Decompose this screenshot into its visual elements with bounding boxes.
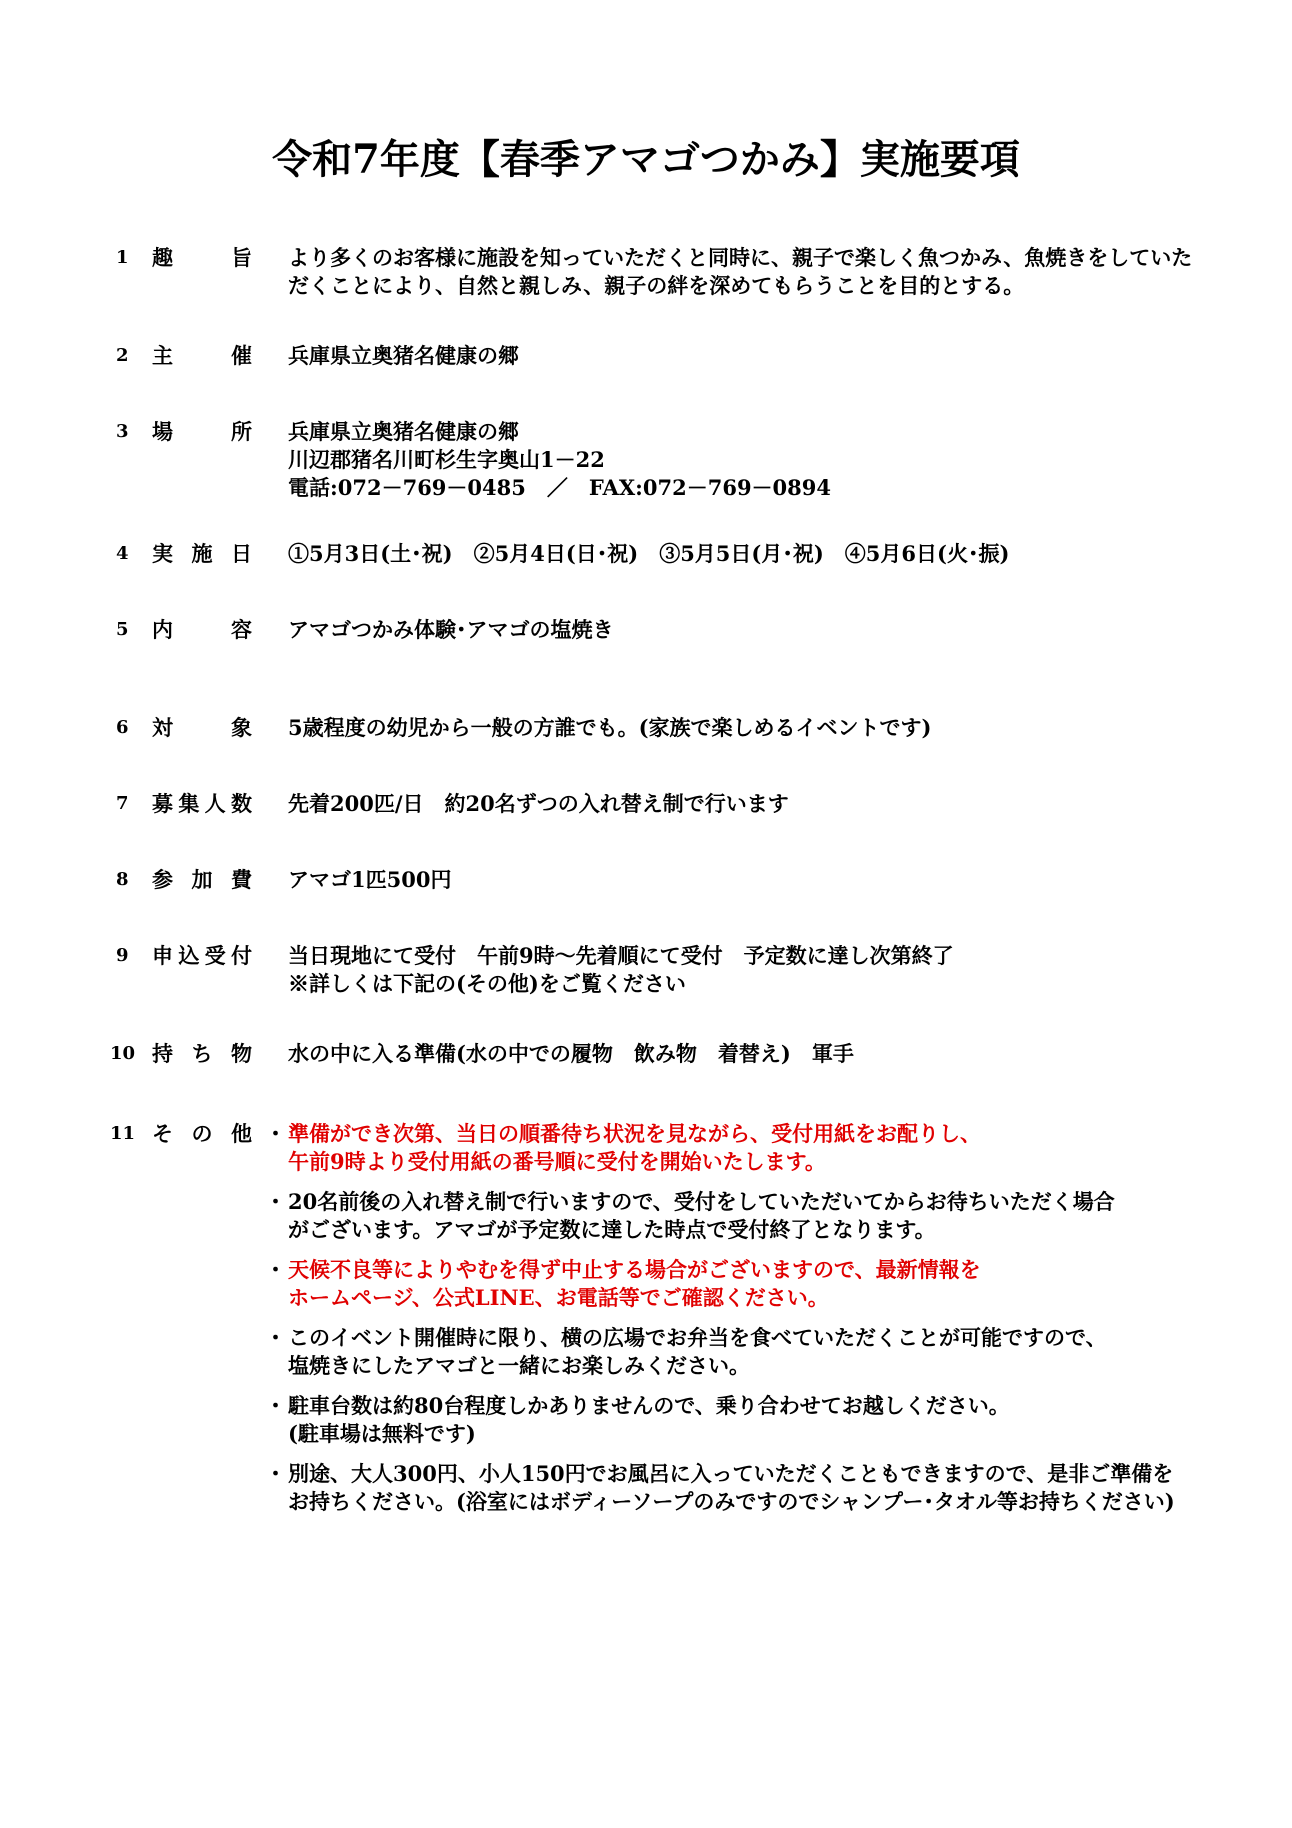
note-line: 駐車台数は約80台程度しかありませんので、乗り合わせてお越しください。 <box>288 1393 1010 1418</box>
section-label-char: 所 <box>231 419 252 444</box>
section-label-char: 込 <box>178 943 200 968</box>
note-line: 準備ができ次第、当日の順番待ち状況を見ながら、受付用紙をお配りし、 <box>288 1121 981 1146</box>
section-number: 10 <box>110 1043 136 1064</box>
note-line: 午前9時より受付用紙の番号順に受付を開始いたします。 <box>288 1149 826 1174</box>
note-item <box>262 1324 1262 1380</box>
bullet-dot-icon: ・ <box>265 1257 286 1282</box>
section-label <box>152 342 252 370</box>
section-body-line: 先着200匹/日 約20名ずつの入れ替え制で行います <box>288 791 789 816</box>
section-body <box>288 866 1188 894</box>
section-number: 9 <box>116 945 129 966</box>
section-body <box>288 1040 1188 1068</box>
note-line: がございます。アマゴが予定数に達した時点で受付終了となります。 <box>288 1217 936 1242</box>
section-label <box>152 244 252 272</box>
section-label-char: 物 <box>231 1041 252 1066</box>
section-label-char: 象 <box>231 715 252 740</box>
section-label-char: 付 <box>230 943 252 968</box>
section-body-line: アマゴつかみ体験･アマゴの塩焼き <box>288 617 614 642</box>
note-item <box>262 1188 1262 1244</box>
section-label-char: 趣 <box>152 245 173 270</box>
section-body <box>288 342 1188 370</box>
page-title: 令和7年度【春季アマゴつかみ】実施要項 <box>272 136 1020 183</box>
section-body-line: 兵庫県立奥猪名健康の郷 <box>288 419 519 444</box>
section-label-char: 日 <box>231 541 252 566</box>
section-label <box>152 942 252 970</box>
section-body <box>288 942 1188 998</box>
section-label <box>152 1040 252 1068</box>
section-number: 5 <box>116 619 129 640</box>
section-number: 8 <box>116 869 129 890</box>
section-label-char: 持 <box>152 1041 173 1066</box>
note-line: (駐車場は無料です) <box>288 1421 476 1446</box>
section-body-line: アマゴ1匹500円 <box>288 867 452 892</box>
note-line: 20名前後の入れ替え制で行いますので、受付をしていただいてからお待ちいただく場合 <box>288 1189 1115 1214</box>
section-body-line: だくことにより、自然と親しみ、親子の絆を深めてもらうことを目的とする。 <box>288 273 1025 298</box>
section-label-char: 費 <box>231 867 252 892</box>
section-number: 11 <box>110 1123 136 1144</box>
note-item <box>262 1120 1262 1176</box>
section-label <box>152 714 252 742</box>
section-label-char: 催 <box>231 343 252 368</box>
section-body <box>288 616 1188 644</box>
section-body-line: ①5月3日(土･祝) ②5月4日(日･祝) ③5月5日(月･祝) ④5月6日(火･振) <box>288 541 1010 566</box>
section-body-line: 川辺郡猪名川町杉生字奥山1－22 <box>288 447 605 472</box>
section-body <box>288 714 1188 742</box>
section-label-char: そ <box>152 1121 173 1146</box>
section-label-char: 募 <box>152 791 173 816</box>
note-item <box>262 1392 1262 1448</box>
note-item <box>262 1256 1262 1312</box>
section-number: 2 <box>116 345 129 366</box>
section-body-line: 5歳程度の幼児から一般の方誰でも。(家族で楽しめるイベントです) <box>288 715 932 740</box>
section-label-char: 旨 <box>231 245 252 270</box>
other-notes-list <box>262 1120 1262 1528</box>
bullet-dot-icon: ・ <box>265 1325 286 1350</box>
section-label <box>152 616 252 644</box>
section-number: 4 <box>116 543 129 564</box>
section-label <box>152 866 252 894</box>
section-label <box>152 540 252 568</box>
section-body-line: 水の中に入る準備(水の中での履物 飲み物 着替え) 軍手 <box>288 1041 854 1066</box>
bullet-dot-icon: ・ <box>265 1393 286 1418</box>
section-label-char: 内 <box>152 617 173 642</box>
section-body <box>288 790 1188 818</box>
note-line: 塩焼きにしたアマゴと一緒にお楽しみください。 <box>288 1353 750 1378</box>
bullet-dot-icon: ・ <box>265 1461 286 1486</box>
section-label-char: 他 <box>231 1121 252 1146</box>
section-label-char: 受 <box>204 943 226 968</box>
section-number: 6 <box>116 717 129 738</box>
section-label-char: 容 <box>231 617 252 642</box>
section-label <box>152 1120 252 1148</box>
bullet-dot-icon: ・ <box>265 1189 286 1214</box>
note-line: 天候不良等によりやむを得ず中止する場合がございますので、最新情報を <box>288 1257 981 1282</box>
section-label-char: ち <box>191 1041 213 1066</box>
section-label-char: 施 <box>191 541 213 566</box>
section-body <box>288 244 1193 300</box>
note-line: ホームページ、公式LINE、お電話等でご確認ください。 <box>288 1285 829 1310</box>
section-label-char: 人 <box>204 791 226 816</box>
note-line: 別途、大人300円、小人150円でお風呂に入っていただくこともできますので、是非ご準備を <box>288 1461 1174 1486</box>
section-body-line: 電話:072－769－0485 ／ FAX:072－769－0894 <box>288 475 832 500</box>
section-number: 3 <box>116 421 129 442</box>
note-item <box>262 1460 1262 1516</box>
section-label-char: 申 <box>152 943 173 968</box>
section-body-line: 当日現地にて受付 午前9時～先着順にて受付 予定数に達し次第終了 <box>288 943 954 968</box>
section-label-char: 数 <box>230 791 252 816</box>
section-body <box>288 418 1188 502</box>
section-label-char: 実 <box>152 541 173 566</box>
section-label-char: 参 <box>152 867 173 892</box>
section-label-char: 主 <box>152 343 173 368</box>
bullet-dot-icon: ・ <box>265 1121 286 1146</box>
section-label-char: 場 <box>152 419 173 444</box>
section-label-char: 対 <box>152 715 173 740</box>
section-number: 1 <box>116 247 129 268</box>
section-label <box>152 418 252 446</box>
section-label-char: 集 <box>178 791 200 816</box>
section-body-line: より多くのお客様に施設を知っていただくと同時に、親子で楽しく魚つかみ、魚焼きをしていた <box>288 245 1193 270</box>
section-body-line: 兵庫県立奥猪名健康の郷 <box>288 343 519 368</box>
section-number: 7 <box>116 793 129 814</box>
section-label <box>152 790 252 818</box>
note-line: お持ちください。(浴室にはボディーソープのみですのでシャンプー･タオル等お持ちください) <box>288 1489 1175 1514</box>
section-body-line: ※詳しくは下記の(その他)をご覧ください <box>288 971 686 996</box>
section-body <box>288 540 1188 568</box>
section-label-char: の <box>191 1121 213 1146</box>
note-line: このイベント開催時に限り、横の広場でお弁当を食べていただくことが可能ですので、 <box>288 1325 1107 1350</box>
section-label-char: 加 <box>191 867 213 892</box>
